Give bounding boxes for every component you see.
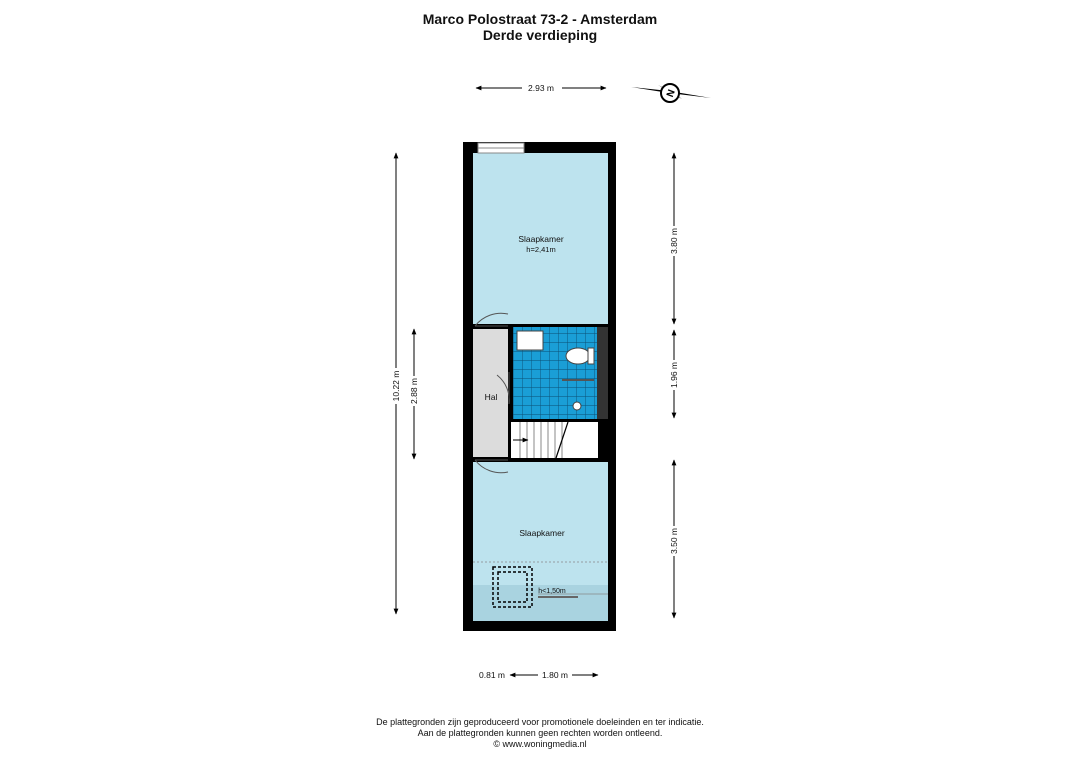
room-label-bedroom-top: Slaapkamer [518, 234, 564, 244]
page-title: Marco Polostraat 73-2 - Amsterdam [422, 11, 658, 27]
room-low-height: h<1,50m [538, 588, 566, 595]
dim-bathroom-length: 1.96 m [669, 362, 679, 388]
dim-bottom-right: 1.80 m [542, 670, 568, 680]
dim-top-width: 2.93 m [528, 83, 554, 93]
dim-total-length: 10.22 m [391, 370, 401, 402]
bathroom-drain [573, 402, 581, 410]
dim-top-room-length: 3.80 m [669, 228, 679, 254]
footer-disclaimer-2: Aan de plattegronden kunnen geen rechten worden ontleend. [417, 728, 663, 738]
svg-text:N: N [665, 88, 678, 99]
bathroom-sink [517, 331, 543, 350]
dim-bottom-room-length: 3.50 m [669, 528, 679, 554]
dim-hall-length: 2.88 m [409, 378, 419, 404]
room-height-bedroom-top: h=2,41m [526, 245, 556, 254]
footer-disclaimer-1: De plattegronden zijn geproduceerd voor promotionele doeleinden en ter indicatie. [376, 717, 704, 727]
compass-icon [631, 84, 711, 102]
dim-bottom-left: 0.81 m [479, 670, 505, 680]
room-label-bedroom-bottom: Slaapkamer [519, 528, 565, 538]
bathroom-toilet [566, 348, 590, 364]
page-subtitle: Derde verdieping [482, 27, 598, 43]
footer-copyright: © www.woningmedia.nl [493, 739, 587, 749]
room-label-hall: Hal [484, 392, 498, 402]
